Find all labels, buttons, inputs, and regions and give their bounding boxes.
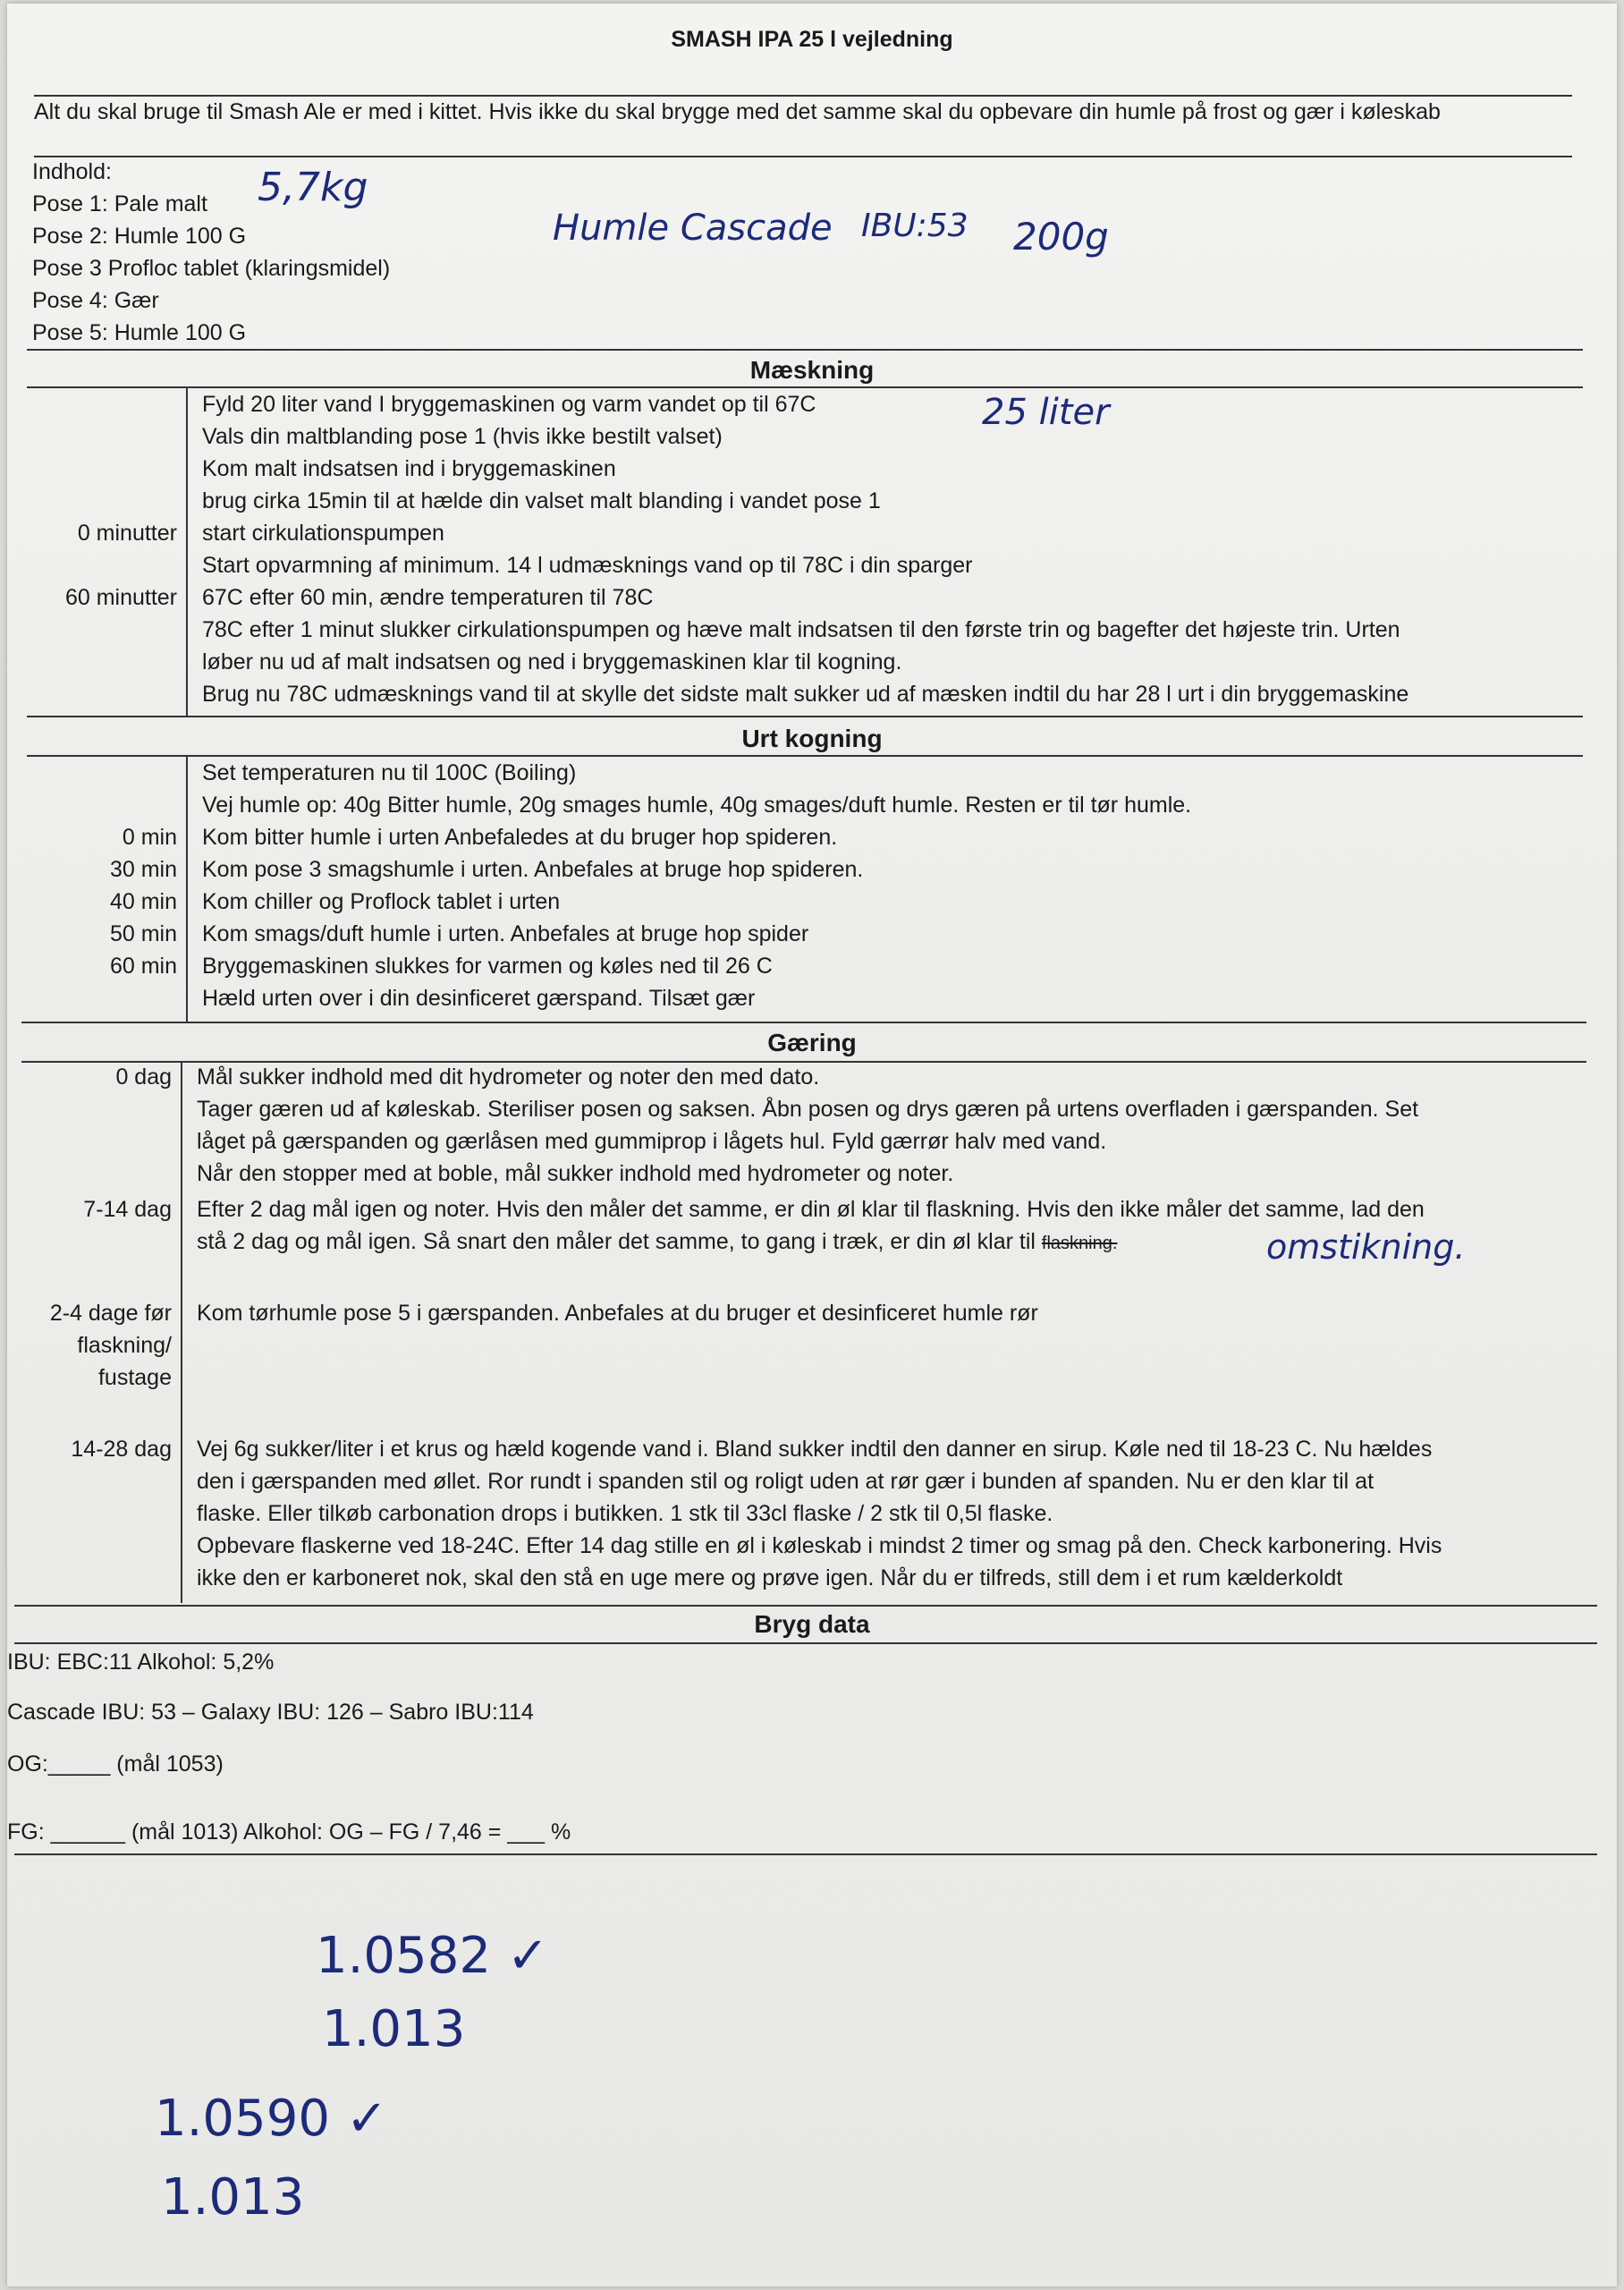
time-label: 60 min bbox=[109, 954, 177, 979]
step: Kom pose 3 smagshumle i urten. Anbefales at bruge hop spideren. bbox=[202, 857, 864, 882]
handwritten-correction: omstikning. bbox=[1266, 1227, 1466, 1267]
step: 67C efter 60 min, ændre temperaturen til 78C bbox=[202, 585, 654, 610]
time-label: flaskning/ bbox=[77, 1333, 172, 1358]
divider bbox=[27, 349, 1583, 351]
document-title: SMASH IPA 25 l vejledning bbox=[671, 27, 953, 52]
time-label: 30 min bbox=[109, 857, 177, 882]
contents-item: Pose 2: Humle 100 G bbox=[32, 224, 247, 249]
time-label: 0 minutter bbox=[77, 521, 177, 546]
step: løber nu ud af malt indsatsen og ned i bryggemaskinen klar til kogning. bbox=[202, 649, 902, 674]
column-divider bbox=[186, 386, 188, 716]
data-line: OG:_____ (mål 1053) bbox=[7, 1751, 224, 1777]
step: brug cirka 15min til at hælde din valset malt blanding i vandet pose 1 bbox=[202, 488, 881, 513]
step: Vej 6g sukker/liter i et krus og hæld kogende vand i. Bland sukker indtil den danner en sirup. Køle ned til 18-23 C. Nu hældes bbox=[197, 1437, 1433, 1462]
handwritten-ibu-note: IBU:53 bbox=[861, 208, 968, 244]
divider bbox=[14, 1853, 1597, 1855]
time-label: 60 minutter bbox=[64, 585, 177, 610]
step: Hæld urten over i din desinficeret gærspand. Tilsæt gær bbox=[202, 986, 756, 1011]
divider bbox=[21, 1022, 1586, 1023]
step: Når den stopper med at boble, mål sukker indhold med hydrometer og noter. bbox=[197, 1161, 954, 1186]
step: Vej humle op: 40g Bitter humle, 20g smages humle, 40g smages/duft humle. Resten er til tør humle. bbox=[202, 793, 1192, 818]
time-label: 14-28 dag bbox=[71, 1437, 172, 1462]
handwritten-reading: 1.013 bbox=[161, 2168, 305, 2226]
time-label: 7-14 dag bbox=[83, 1197, 172, 1222]
mashing-heading: Mæskning bbox=[749, 356, 875, 384]
step: ikke den er karboneret nok, skal den stå en uge mere og prøve igen. Når du er tilfreds, still dem i et rum kælderkoldt bbox=[197, 1565, 1343, 1590]
column-divider bbox=[181, 1061, 182, 1603]
data-line: Cascade IBU: 53 – Galaxy IBU: 126 – Sabro IBU:114 bbox=[7, 1700, 534, 1725]
time-label: 0 dag bbox=[115, 1064, 172, 1090]
contents-item: Pose 1: Pale malt bbox=[32, 191, 207, 216]
step: Kom malt indsatsen ind i bryggemaskinen bbox=[202, 456, 616, 481]
data-line: FG: ______ (mål 1013) Alkohol: OG – FG / 7,46 = ___ % bbox=[7, 1819, 571, 1845]
handwritten-reading: 1.0590 ✓ bbox=[155, 2090, 388, 2148]
struck-word: flaskning. bbox=[1041, 1234, 1118, 1253]
intro-text: Alt du skal bruge til Smash Ale er med i kittet. Hvis ikke du skal brygge med det samme skal du opbevare din humle på frost og gær i køleskab bbox=[34, 99, 1441, 124]
step: Kom smags/duft humle i urten. Anbefales at bruge hop spider bbox=[202, 921, 809, 946]
step: den i gærspanden med øllet. Ror rundt i spanden stil og roligt uden at rør gær i bunden af spanden. Nu er den klar til at bbox=[197, 1469, 1374, 1494]
step: 78C efter 1 minut slukker cirkulationspumpen og hæve malt indsatsen til den første trin og bagefter det højeste trin. Urten bbox=[202, 617, 1400, 642]
handwritten-reading: 1.013 bbox=[322, 2000, 466, 2058]
fermentation-times bbox=[20, 1064, 172, 1601]
step: flaske. Eller tilkøb carbonation drops i butikken. 1 stk til 33cl flaske / 2 stk til 0,5l flaske. bbox=[197, 1501, 1053, 1526]
step-text: stå 2 dag og mål igen. Så snart den måler det samme, to gang i træk, er din øl klar til bbox=[197, 1229, 1036, 1254]
step: Kom bitter humle i urten Anbefaledes at du bruger hop spideren. bbox=[202, 825, 838, 850]
mashing-times bbox=[25, 388, 177, 719]
contents-item: Pose 5: Humle 100 G bbox=[32, 320, 247, 345]
step: Set temperaturen nu til 100C (Boiling) bbox=[202, 760, 577, 785]
divider bbox=[27, 386, 1583, 388]
data-line: IBU: EBC:11 Alkohol: 5,2% bbox=[7, 1650, 275, 1675]
contents-heading: Indhold: bbox=[32, 159, 112, 184]
step: start cirkulationspumpen bbox=[202, 521, 444, 546]
time-label: 0 min bbox=[122, 825, 177, 850]
divider bbox=[21, 1061, 1586, 1063]
divider bbox=[14, 1605, 1597, 1607]
step: Tager gæren ud af køleskab. Steriliser posen og saksen. Åbn posen og drys gæren på urtens overfladen i gærspanden. Set bbox=[197, 1097, 1419, 1122]
step: Mål sukker indhold med dit hydrometer og noter den med dato. bbox=[197, 1064, 820, 1090]
time-label: fustage bbox=[97, 1365, 172, 1390]
step bbox=[197, 1229, 1117, 1255]
contents-item: Pose 4: Gær bbox=[32, 288, 159, 313]
step: Brug nu 78C udmæsknings vand til at skylle det sidste malt sukker ud af mæsken indtil du har 28 l urt i din bryggemaskine bbox=[202, 682, 1409, 707]
column-divider bbox=[186, 755, 188, 1022]
step: Vals din maltblanding pose 1 (hvis ikke bestilt valset) bbox=[202, 424, 723, 449]
instruction-sheet bbox=[7, 4, 1617, 2286]
contents-item: Pose 3 Profloc tablet (klaringsmidel) bbox=[32, 256, 391, 281]
step: Start opvarmning af minimum. 14 l udmæsknings vand op til 78C i din sparger bbox=[202, 553, 973, 578]
boil-times bbox=[25, 757, 177, 1025]
step: låget på gærspanden og gærlåsen med gummiprop i lågets hul. Fyld gærrør halv med vand. bbox=[197, 1129, 1107, 1154]
step: Kom tørhumle pose 5 i gærspanden. Anbefales at du bruger et desinficeret humle rør bbox=[197, 1301, 1038, 1326]
handwritten-hop-note: Humle Cascade bbox=[553, 208, 833, 249]
divider bbox=[27, 755, 1583, 757]
handwritten-reading: 1.0582 ✓ bbox=[316, 1927, 549, 1985]
step: Opbevare flaskerne ved 18-24C. Efter 14 dag stille en øl i køleskab i mindst 2 timer og smag på den. Check karbonering. Hvis bbox=[197, 1533, 1442, 1558]
boil-heading: Urt kogning bbox=[741, 725, 883, 752]
time-label: 2-4 dage før bbox=[49, 1301, 172, 1326]
divider bbox=[14, 1642, 1597, 1644]
handwritten-hop-weight: 200g bbox=[1013, 215, 1109, 259]
handwritten-water-note: 25 liter bbox=[982, 392, 1110, 433]
step: Fyld 20 liter vand I bryggemaskinen og varm vandet op til 67C bbox=[202, 392, 816, 417]
step: Efter 2 dag mål igen og noter. Hvis den måler det samme, er din øl klar til flaskning. Hvis den ikke måler det samme, lad den bbox=[197, 1197, 1425, 1222]
time-label: 40 min bbox=[109, 889, 177, 914]
time-label: 50 min bbox=[109, 921, 177, 946]
handwritten-malt-weight: 5,7kg bbox=[258, 165, 368, 210]
divider bbox=[27, 716, 1583, 717]
brew-data-heading: Bryg data bbox=[754, 1610, 870, 1638]
step: Bryggemaskinen slukkes for varmen og køles ned til 26 C bbox=[202, 954, 773, 979]
fermentation-heading: Gæring bbox=[767, 1029, 857, 1056]
step: Kom chiller og Proflock tablet i urten bbox=[202, 889, 561, 914]
